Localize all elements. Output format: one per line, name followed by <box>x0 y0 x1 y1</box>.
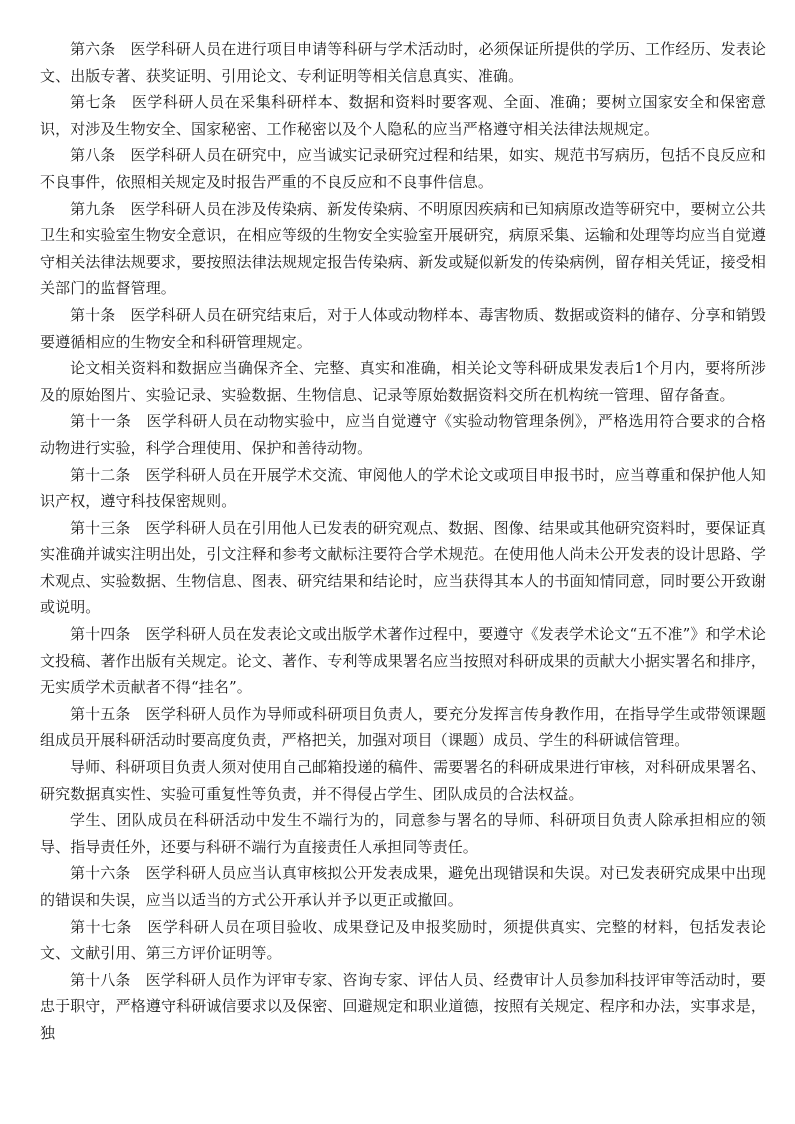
article-8: 第八条 医学科研人员在研究中，应当诚实记录研究过程和结果，如实、规范书写病历，包括不良反应和不良事件，依照相关规定及时报告严重的不良反应和不良事件信息。 <box>40 146 766 191</box>
article-10: 第十条 医学科研人员在研究结束后，对于人体或动物样本、毒害物质、数据或资料的储存、分享和销毁要遵循相应的生物安全和科研管理规定。 <box>40 305 766 351</box>
article-14: 第十四条 医学科研人员在发表论文或出版学术著作过程中，要遵守《发表学术论文“五不准”》和学术论文投稿、著作出版有关规定。论文、著作、专利等成果署名应当按照对科研成果的贡献大小据实署名和排序，无实质学术贡献者不得“挂名”。 <box>40 625 766 697</box>
article-7: 第七条 医学科研人员在采集科研样本、数据和资料时要客观、全面、准确；要树立国家安全和保密意识，对涉及生物安全、国家秘密、工作秘密以及个人隐私的应当严格遵守相关法律法规规定。 <box>40 93 766 138</box>
article-11: 第十一条 医学科研人员在动物实验中，应当自觉遵守《实验动物管理条例》，严格选用符合要求的合格动物进行实验，科学合理使用、保护和善待动物。 <box>40 412 766 457</box>
article-15-continuation-1: 导师、科研项目负责人须对使用自己邮箱投递的稿件、需要署名的科研成果进行审核，对科研成果署名、研究数据真实性、实验可重复性等负责，并不得侵占学生、团队成员的合法权益。 <box>40 758 766 803</box>
article-12: 第十二条 医学科研人员在开展学术交流、审阅他人的学术论文或项目申报书时，应当尊重和保护他人知识产权，遵守科技保密规则。 <box>40 465 766 511</box>
article-17: 第十七条 医学科研人员在项目验收、成果登记及申报奖励时，须提供真实、完整的材料，包括发表论文、文献引用、第三方评价证明等。 <box>40 917 766 963</box>
article-6: 第六条 医学科研人员在进行项目申请等科研与学术活动时，必须保证所提供的学历、工作经历、发表论文、出版专著、获奖证明、引用论文、专利证明等相关信息真实、准确。 <box>40 40 766 85</box>
article-18: 第十八条 医学科研人员作为评审专家、咨询专家、评估人员、经费审计人员参加科技评审等活动时，要忠于职守，严格遵守科研诚信要求以及保密、回避规定和职业道德，按照有关规定、程序和办法，实事求是，独 <box>40 970 766 1042</box>
article-16: 第十六条 医学科研人员应当认真审核拟公开发表成果，避免出现错误和失误。对已发表研究成果中出现的错误和失误，应当以适当的方式公开承认并予以更正或撤回。 <box>40 864 766 909</box>
document-body <box>40 36 766 1047</box>
article-9: 第九条 医学科研人员在涉及传染病、新发传染病、不明原因疾病和已知病原改造等研究中，要树立公共卫生和实验室生物安全意识，在相应等级的生物安全实验室开展研究，病原采集、运输和处理等均应当自觉遵守相关法律法规要求，要按照法律法规规定报告传染病、新发或疑似新发的传染病例，留存相关凭证，接受相关部门的监督管理。 <box>40 199 766 298</box>
article-10-continuation: 论文相关资料和数据应当确保齐全、完整、真实和准确，相关论文等科研成果发表后1个月内，要将所涉及的原始图片、实验记录、实验数据、生物信息、记录等原始数据资料交所在机构统一管理、留存备查。 <box>40 359 766 404</box>
article-15-continuation-2: 学生、团队成员在科研活动中发生不端行为的，同意参与署名的导师、科研项目负责人除承担相应的领导、指导责任外，还要与科研不端行为直接责任人承担同等责任。 <box>40 811 766 856</box>
article-15: 第十五条 医学科研人员作为导师或科研项目负责人，要充分发挥言传身教作用，在指导学生或带领课题组成员开展科研活动时要高度负责，严格把关，加强对项目（课题）成员、学生的科研诚信管理。 <box>40 704 766 750</box>
article-13: 第十三条 医学科研人员在引用他人已发表的研究观点、数据、图像、结果或其他研究资料时，要保证真实准确并诚实注明出处，引文注释和参考文献标注要符合学术规范。在使用他人尚未公开发表的设计思路、学术观点、实验数据、生物信息、图表、研究结果和结论时，应当获得其本人的书面知情同意，同时要公开致谢或说明。 <box>40 518 766 617</box>
